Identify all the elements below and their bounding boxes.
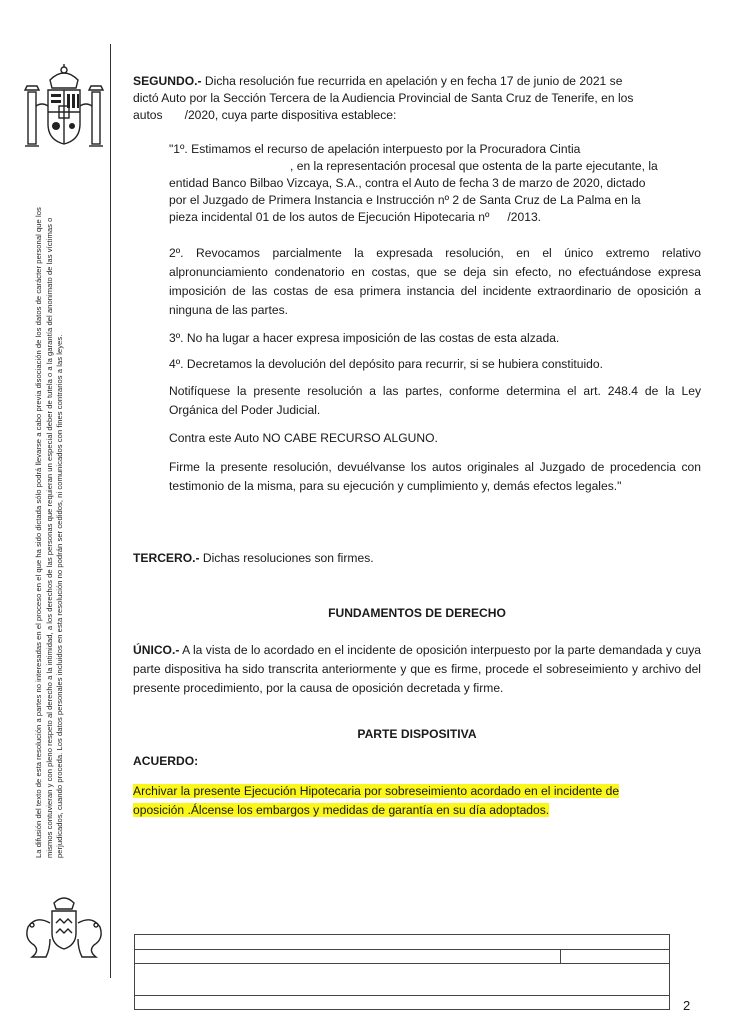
notification-paragraph: Notifíquese la presente resolución a las partes, conforme determina el art. 248.4 de la Ley Orgánica del Poder Judicial. <box>169 384 701 417</box>
quote-point-1: "1º. Estimamos el recurso de apelación interpuesto por la Procuradora Cintia , en la representación procesal que ostenta de la parte ejecutante, la entidad Banco Bilbao Vizcaya, S.A., contra el Auto de fecha 3 de marzo de 2020, dictado por el Juzgado de Primera Instancia e Instrucción nº 2 de Santa Cruz de La Palma en la pieza incidental 01 de los autos de Ejecución Hipotecaria nº /2013. <box>169 142 658 224</box>
margin-rule <box>110 44 111 978</box>
quote-point-3: 3º. No ha lugar a hacer expresa imposición de las costas de esta alzada. <box>169 331 560 345</box>
table-rule <box>135 949 669 950</box>
unico-label: ÚNICO.- <box>133 643 180 657</box>
spain-coat-of-arms-icon <box>20 62 108 158</box>
privacy-notice-sidebar: La difusión del texto de esta resolución a partes no interesadas en el proceso en el que ha sido dictada sólo podrá llevarse a cabo previa disociación de los datos de carácter personal que los mismos contuvieran y con pleno respeto al derecho a la intimidad, a los derechos de las personas que requieran un especial deber de tutela o a la garantía del anonimato de las víctimas o perjudicados, cuando proceda. Los datos personales incluidos en esta resolución no podrán ser cedidos, ni comunicados con fines contrarios a las leyes. <box>34 207 65 858</box>
segundo-paragraph: SEGUNDO.- Dicha resolución fue recurrida en apelación y en fecha 17 de junio de 2021 se dictó Auto por la Sección Tercera de la Audiencia Provincial de Santa Cruz de Tenerife, en los autos /2020, cuya parte dispositiva establece: <box>133 74 634 122</box>
fundamentos-heading: FUNDAMENTOS DE DERECHO <box>328 606 506 620</box>
table-rule <box>135 963 669 964</box>
tercero-label: TERCERO.- <box>133 551 200 565</box>
unico-paragraph: ÚNICO.- A la vista de lo acordado en el incidente de oposición interpuesto por la parte demandada y cuya parte dispositiva ha sido transcrita anteriormente y que es firme, procede el sobreseimiento y archivo del presente procedimiento, por la causa de oposición decretada y firme. <box>133 643 701 695</box>
quote-point-2: 2º. Revocamos parcialmente la expresada resolución, en el único extremo relativo alpronunciamiento condenatorio en costas, que se deja sin efecto, no efectuándose expresa imposición de las costas de esa primera instancia del incidente extraordinario de oposición a ninguna de las partes. <box>169 246 701 317</box>
parte-dispositiva-heading: PARTE DISPOSITIVA <box>357 727 477 741</box>
firm-resolution-paragraph: Firme la presente resolución, devuélvanse los autos originales al Juzgado de procedencia con testimonio de la misma, para su ejecución y cumplimiento y, demás efectos legales." <box>169 460 701 493</box>
acuerdo-highlighted-text: Archivar la presente Ejecución Hipotecaria por sobreseimiento acordado en el incidente de oposición .Álcense los embargos y medidas de garantía en su día adoptados. <box>133 784 620 817</box>
acuerdo-label: ACUERDO: <box>133 754 199 768</box>
canary-islands-coat-of-arms-icon <box>20 893 108 963</box>
no-appeal-paragraph: Contra este Auto NO CABE RECURSO ALGUNO. <box>169 431 438 445</box>
quote-point-4: 4º. Decretamos la devolución del depósito para recurrir, si se hubiera constituido. <box>169 357 603 371</box>
tercero-paragraph: TERCERO.- Dichas resoluciones son firmes. <box>133 551 374 565</box>
table-divider <box>560 949 561 963</box>
segundo-label: SEGUNDO.- <box>133 74 202 88</box>
table-rule <box>135 995 669 996</box>
page-number: 2 <box>683 998 691 1013</box>
signature-table <box>134 934 670 1010</box>
